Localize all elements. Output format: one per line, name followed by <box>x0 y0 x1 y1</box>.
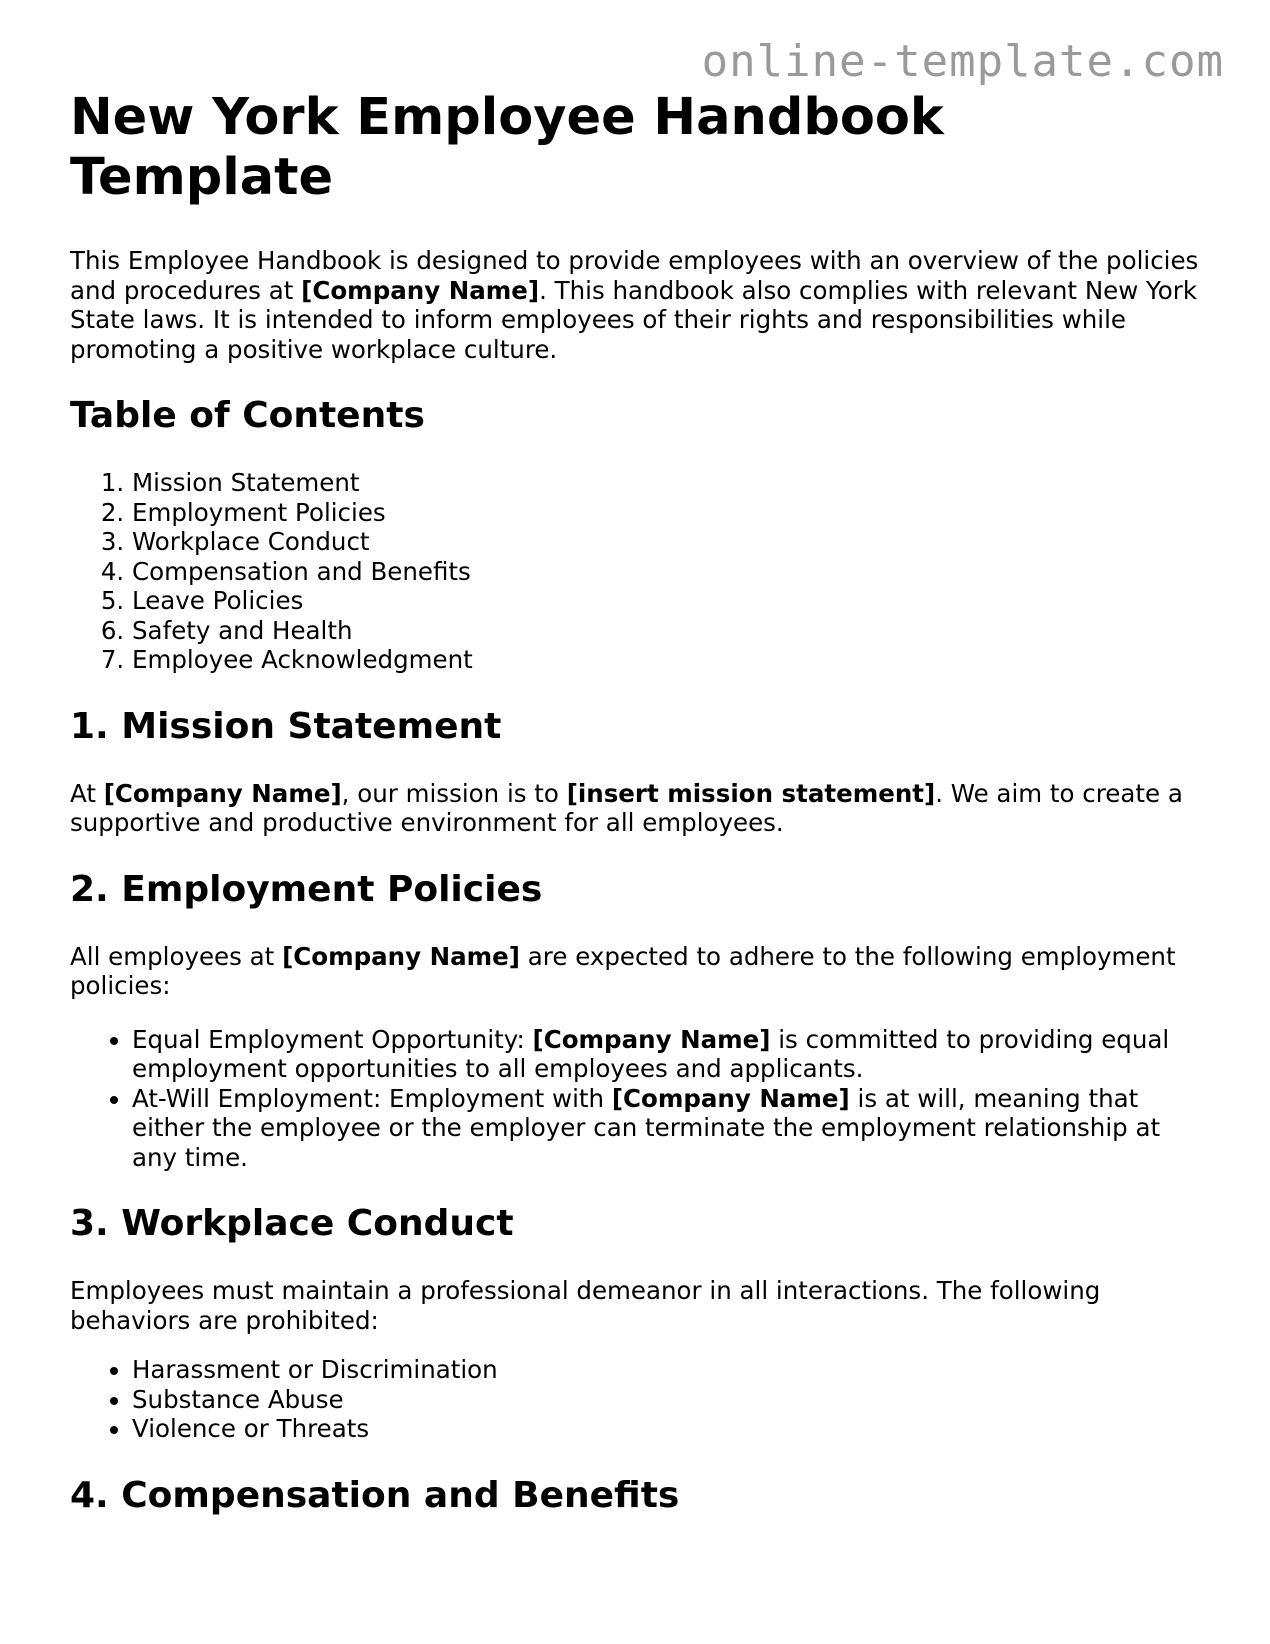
toc-item: 2. Employment Policies <box>132 498 1200 528</box>
toc-item: 4. Compensation and Benefits <box>132 557 1200 587</box>
policies-heading: 2. Employment Policies <box>70 868 543 910</box>
mission-heading: 1. Mission Statement <box>70 705 502 747</box>
conduct-item: • Violence or Threats <box>132 1414 1200 1444</box>
conduct-intro: Employees must maintain a professional demeanor in all interactions. The following behaviors are prohibited: <box>70 1276 1101 1335</box>
compensation-heading: 4. Compensation and Benefits <box>70 1474 680 1516</box>
company-name-placeholder: [Company Name] <box>282 941 520 971</box>
company-name-placeholder: [Company Name] <box>611 1083 850 1113</box>
document-page <box>70 88 1200 1518</box>
policy-item: • Equal Employment Opportunity: [Company Name] is committed to providing equal employment opportunities to all employees and applicants. <box>132 1025 1200 1084</box>
toc-item: 5. Leave Policies <box>132 586 1200 616</box>
mission-paragraph: At [Company Name], our mission is to [insert mission statement]. We aim to create a supportive and productive environment for all employees. <box>70 778 1183 837</box>
toc-item: 1. Mission Statement <box>132 468 1200 498</box>
toc-list <box>70 468 1200 675</box>
toc-item: 3. Workplace Conduct <box>132 527 1200 557</box>
intro-paragraph: This Employee Handbook is designed to provide employees with an overview of the policies and procedures at [Company Name]. This handbook also complies with relevant New York State laws. It is intended to inform employees of their rights and responsibilities while promoting a positive workplace culture. <box>70 246 1199 364</box>
document-title: New York Employee Handbook Template <box>70 88 944 207</box>
policies-list <box>70 1025 1200 1173</box>
mission-statement-placeholder: [insert mission statement] <box>566 778 936 808</box>
conduct-item: • Harassment or Discrimination <box>132 1355 1200 1385</box>
company-name-placeholder: [Company Name] <box>532 1024 771 1054</box>
conduct-item: • Substance Abuse <box>132 1385 1200 1415</box>
toc-item: 7. Employee Acknowledgment <box>132 645 1200 675</box>
conduct-heading: 3. Workplace Conduct <box>70 1203 514 1244</box>
policies-intro: All employees at [Company Name] are expected to adhere to the following employment policies: <box>70 941 1176 1000</box>
watermark: online-template.com <box>701 36 1224 87</box>
toc-item: 6. Safety and Health <box>132 616 1200 646</box>
conduct-list <box>70 1355 1200 1444</box>
company-name-placeholder: [Company Name] <box>301 275 540 305</box>
company-name-placeholder: [Company Name] <box>103 778 342 808</box>
policy-item: • At-Will Employment: Employment with [Company Name] is at will, meaning that either the employee or the employer can terminate the employment relationship at any time. <box>132 1084 1200 1173</box>
toc-heading: Table of Contents <box>70 395 425 436</box>
